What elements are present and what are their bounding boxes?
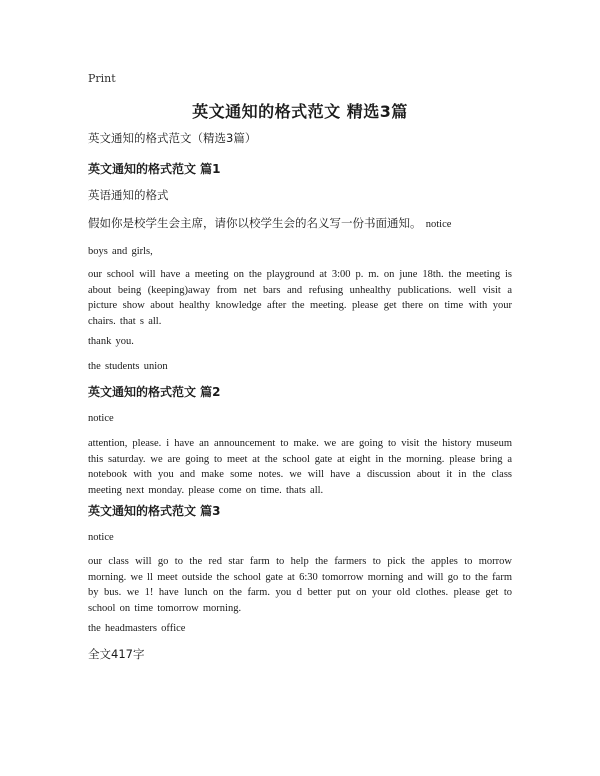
- section-1-thanks: thank you.: [88, 336, 134, 347]
- print-link[interactable]: Print: [88, 72, 116, 85]
- section-1-notice-label: notice: [425, 219, 452, 230]
- section-1-instruction: 假如你是校学生会主席，请你以校学生会的名义写一份书面通知。: [88, 216, 422, 230]
- section-1-line-1: 英语通知的格式: [88, 188, 169, 202]
- section-1-line-2: [88, 216, 512, 233]
- word-count: 全文417字: [88, 647, 145, 661]
- section-2-notice-label: notice: [88, 413, 114, 424]
- section-3-notice-label: notice: [88, 532, 114, 543]
- section-1-salutation: boys and girls,: [88, 246, 153, 257]
- section-1-signature: the students union: [88, 361, 168, 372]
- subtitle: 英文通知的格式范文（精选3篇）: [88, 131, 257, 145]
- section-3-body: our class will go to the red star farm to help the farmers to pick the apples to morrow morning. we ll meet outside the school gate at 6:30 tomorrow morning and will go to the farm by bus. we 1! have lunch on the farm. you d better put on your old clothes. please get to school on time tomorrow morning.: [88, 556, 512, 614]
- page-title: 英文通知的格式范文 精选3篇: [192, 102, 408, 121]
- section-1-heading: 英文通知的格式范文 篇1: [88, 162, 221, 176]
- section-3-signature: the headmasters office: [88, 623, 186, 634]
- section-3-heading: 英文通知的格式范文 篇3: [88, 504, 221, 518]
- section-1-body: our school will have a meeting on the playground at 3:00 p. m. on june 18th. the meeting is about being (keeping)away from net bars and refusing unhealthy publications. well visit a picture show about healthy knowledge after the meeting. please get there on time with your chairs. that s all.: [88, 269, 512, 327]
- section-2-body: attention, please. i have an announcement to make. we are going to visit the history museum this saturday. we are going to meet at the school gate at eight in the morning. please bring a notebook with you and make some notes. we will have a discussion about it in the class meeting next monday. please come on time. thats all.: [88, 438, 512, 496]
- section-2-heading: 英文通知的格式范文 篇2: [88, 385, 221, 399]
